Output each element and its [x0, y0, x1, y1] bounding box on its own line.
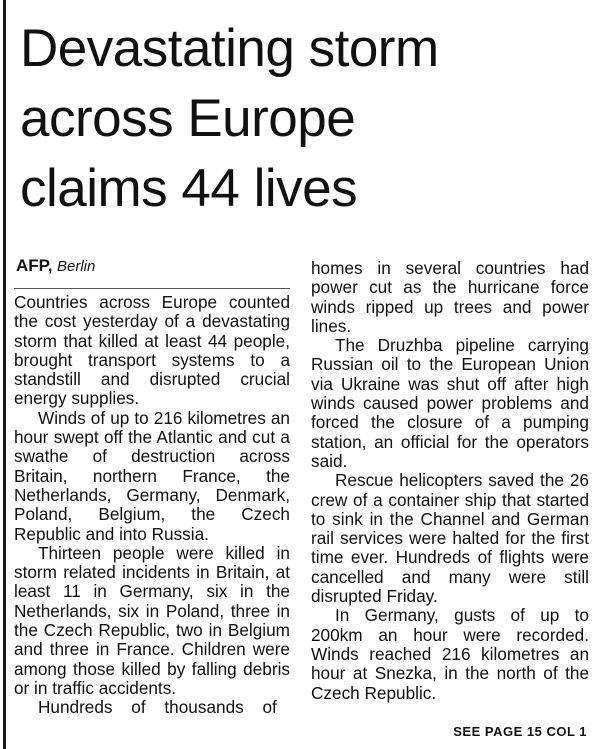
article-paragraph: The Druzhba pipeline carrying Russian oil to the European Union via Ukraine was shut off after high winds caused power problems and forced the closure of a pumping station, an official for the operators said. — [311, 335, 589, 471]
byline-agency: AFP, — [16, 256, 53, 275]
article-paragraph: homes in several countries had power cut as the hurricane force winds ripped up trees and power lines. — [311, 258, 589, 336]
article-paragraph: Rescue helicopters saved the 26 crew of a container ship that started to sink in the Channel and German rail services were halted for the first time ever. Hundreds of flights were cancelled and many were still disrupted Friday. — [311, 470, 589, 607]
headline — [20, 14, 595, 224]
byline-divider — [14, 288, 290, 289]
article-paragraph: Countries across Europe counted the cost yesterday of a devastating storm that killed at least 44 people, brought transport systems to a standstill and disrupted crucial energy supplies. — [14, 292, 290, 409]
article-column-left — [14, 256, 290, 718]
headline-line: claims 44 lives — [20, 159, 358, 218]
headline-line: Devastating storm — [20, 19, 439, 78]
byline — [14, 256, 290, 277]
continuation-jump-line: SEE PAGE 15 COL 1 — [453, 724, 587, 739]
headline-line: across Europe — [20, 89, 356, 148]
article-column-right — [311, 259, 589, 703]
article-paragraph: Thirteen people were killed in storm related incidents in Britain, at least 11 in Germany, six in the Netherlands, six in Poland, three in the Czech Republic, two in Belgium and three in France. Children were among those killed by falling debris or in traffic accidents. — [14, 542, 290, 698]
column-rule — [3, 0, 6, 749]
article-paragraph: Hundreds of thousands of — [38, 697, 277, 718]
article-paragraph: In Germany, gusts of up to 200km an hour were recorded. Winds reached 216 kilometres an hour at Snezka, in the north of the Czech Republic. — [311, 605, 589, 703]
article-paragraph: Winds of up to 216 kilometres an hour swept off the Atlantic and cut a swathe of destruction across Britain, northern France, the Netherlands, Germany, Denmark, Poland, Belgium, the Czech Republic and into Russia. — [14, 407, 290, 544]
byline-city: Berlin — [57, 258, 96, 275]
